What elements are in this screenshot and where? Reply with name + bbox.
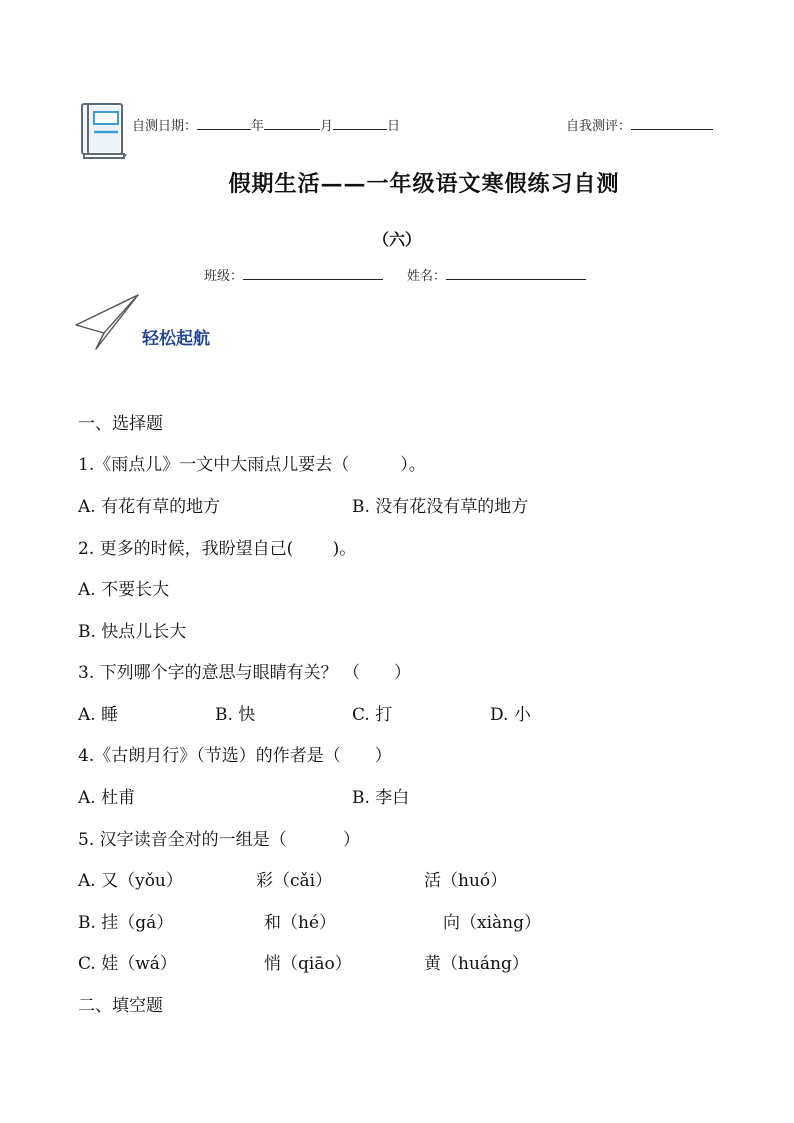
option-5c[interactable]: C. 娃（wá） xyxy=(78,954,177,974)
question-2: 2. 更多的时候，我盼望自己( )。 xyxy=(78,539,357,559)
year-unit: 年 xyxy=(251,119,265,134)
day-blank[interactable] xyxy=(333,115,387,130)
banner-title: 轻松起航 xyxy=(142,329,210,349)
option-5b[interactable]: B. 挂（gá） xyxy=(78,913,174,933)
name-label: 姓名： xyxy=(407,269,447,284)
option-4a[interactable]: A. 杜甫 xyxy=(78,788,136,808)
date-label: 自测日期： xyxy=(132,119,198,134)
option-1a[interactable]: A. 有花有草的地方 xyxy=(78,497,221,517)
question-4: 4.《古朗月行》（节选）的作者是（ ） xyxy=(78,746,392,766)
book-icon xyxy=(80,102,128,160)
option-5a-word3: 活（huó） xyxy=(424,871,508,891)
option-5c-word3: 黄（huáng） xyxy=(424,954,529,974)
section-title-fill: 二、填空题 xyxy=(78,996,163,1016)
page-title: 假期生活——一年级语文寒假练习自测 xyxy=(228,171,620,197)
option-2b[interactable]: B. 快点儿长大 xyxy=(78,622,187,642)
self-eval-label: 自我测评： xyxy=(566,119,632,134)
option-2a[interactable]: A. 不要长大 xyxy=(78,580,170,600)
class-field xyxy=(204,265,383,284)
self-evaluation xyxy=(566,115,713,134)
option-5a-word2: 彩（cǎi） xyxy=(256,871,333,891)
question-1: 1.《雨点儿》一文中大雨点儿要去（ ）。 xyxy=(78,455,426,475)
option-5b-word3: 向（xiàng） xyxy=(443,913,541,933)
class-label: 班级： xyxy=(204,269,244,284)
option-3a[interactable]: A. 睡 xyxy=(78,705,119,725)
page-subtitle: （六） xyxy=(372,230,421,249)
option-5b-word2: 和（hé） xyxy=(264,913,337,933)
name-field xyxy=(407,265,586,284)
self-eval-blank[interactable] xyxy=(631,115,713,130)
option-4b[interactable]: B. 李白 xyxy=(352,788,410,808)
option-3c[interactable]: C. 打 xyxy=(352,705,393,725)
option-5c-word2: 悄（qiāo） xyxy=(264,954,352,974)
question-3: 3. 下列哪个字的意思与眼睛有关？ （ ） xyxy=(78,663,412,683)
paper-plane-icon xyxy=(74,293,140,351)
self-test-date xyxy=(132,115,400,134)
name-blank[interactable] xyxy=(446,265,586,280)
option-3d[interactable]: D. 小 xyxy=(490,705,531,725)
year-blank[interactable] xyxy=(197,115,251,130)
question-5: 5. 汉字读音全对的一组是（ ） xyxy=(78,830,361,850)
class-blank[interactable] xyxy=(243,265,383,280)
option-3b[interactable]: B. 快 xyxy=(215,705,256,725)
option-5a[interactable]: A. 又（yǒu） xyxy=(78,871,183,891)
section-title-choice: 一、选择题 xyxy=(78,414,163,434)
month-blank[interactable] xyxy=(264,115,320,130)
option-1b[interactable]: B. 没有花没有草的地方 xyxy=(352,497,529,517)
day-unit: 日 xyxy=(387,119,401,134)
month-unit: 月 xyxy=(320,119,334,134)
